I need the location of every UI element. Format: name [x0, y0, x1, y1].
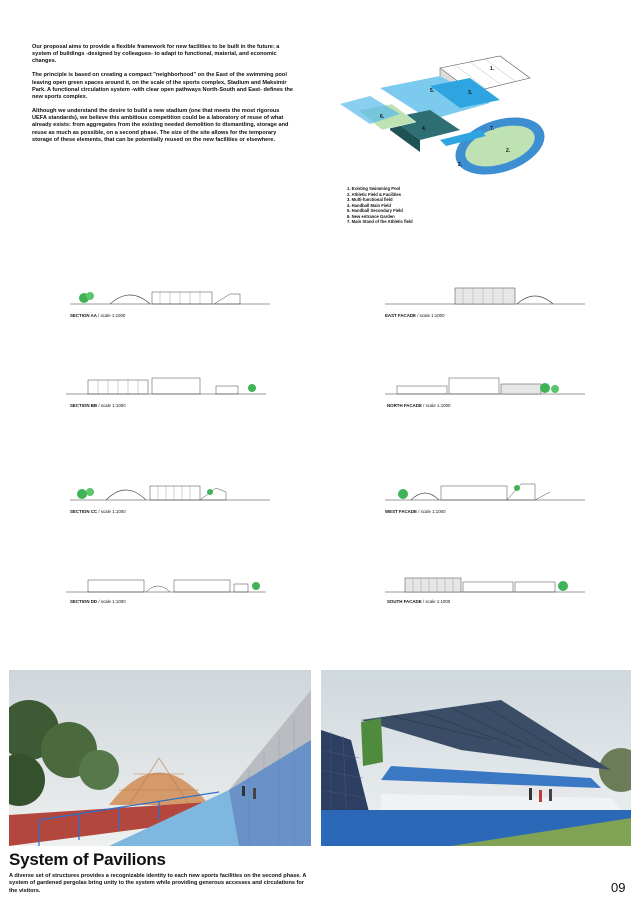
drawing-name: SECTION AA — [70, 313, 97, 318]
west-facade-caption — [385, 509, 446, 514]
legend-item: 1. Existing Swimming Pool — [347, 186, 401, 191]
render-walkway-image — [9, 670, 311, 846]
south-facade-caption — [387, 599, 450, 604]
legend-item: 5. Handball Secondary Field — [347, 208, 403, 214]
section-cc-drawing — [70, 478, 270, 504]
section-aa-drawing — [70, 282, 270, 308]
south-facade-drawing — [385, 572, 585, 596]
axo-label-2: 2. — [458, 162, 463, 168]
section-bb-caption — [70, 403, 126, 408]
drawing-name: SECTION CC — [70, 509, 98, 514]
drawing-name: SOUTH FACADE — [387, 599, 422, 604]
drawing-name: WEST FACADE — [385, 509, 417, 514]
drawing-name: SECTION DD — [70, 599, 98, 604]
axonometric-site-plan — [340, 48, 548, 180]
drawing-name: EAST FACADE — [385, 313, 416, 318]
axo-label-2b: 2. — [506, 148, 511, 154]
drawing-scale: / scale 1:1000 — [98, 599, 126, 604]
drawing-name: SECTION BB — [70, 403, 98, 408]
drawing-scale: / scale 1:1000 — [422, 599, 451, 604]
section-bb-drawing — [66, 374, 266, 398]
intro-paragraph-2: The principle is based on creating a compact "neighborhood" on the East of the swimming pool leaving open green spaces around it, on the scale of the sports complex, Stadium and Maksimir Park. A functional circulation system -with clear open pathways North-South and East- defines the new sports complex. — [32, 72, 293, 100]
site-legend — [347, 186, 413, 225]
section-dd-drawing — [66, 572, 266, 596]
drawing-scale: / scale 1:1000 — [98, 403, 126, 408]
east-facade-caption — [385, 313, 445, 318]
legend-item: 3. Multi-functional field — [347, 197, 393, 203]
axo-label-5: 5. — [430, 88, 435, 94]
legend-item: 6. New entrance Garden — [347, 213, 395, 219]
axo-label-6: 6. — [380, 114, 385, 120]
axo-label-1: 1. — [490, 66, 495, 72]
north-facade-drawing — [385, 374, 585, 398]
west-facade-drawing — [385, 478, 585, 504]
axo-label-3: 3. — [468, 90, 473, 96]
legend-item: 7. Main Stand of the Athletic field — [347, 219, 413, 225]
intro-paragraph-3: Although we understand the desire to build a new stadium (one that meets the most rigorous UEFA standards), we believe this ambitious competition could be a laboratory of reuse of what already exists: from aggregates from the existing needed demolition to dismantling, storage and reuse as much as possible, on a second phase. The size of the site allows for the temporary storage of these elements, that can be potentially reused on the new facilities or elsewhere. — [32, 108, 289, 143]
page-subtitle: A diverse set of structures provides a recognizable identity to each new sports facilities on the second phase. A system of gardened pergolas bring unity to the system while providing generous accesses and circulations for the visitors. — [9, 873, 307, 894]
drawing-name: NORTH FACADE — [387, 403, 422, 408]
section-dd-caption — [70, 599, 126, 604]
intro-text — [32, 44, 294, 151]
drawing-scale: / scale 1:1000 — [423, 403, 451, 408]
north-facade-caption — [387, 403, 450, 408]
drawing-scale: / scale 1:1000 — [417, 313, 445, 318]
drawing-scale: / scale 1:1000 — [98, 313, 126, 318]
legend-item: 4. Handball Main Field — [347, 202, 391, 208]
intro-paragraph-1: Our proposal aims to provide a flexible framework for new facilities to be built in the future: a system of buildings -designed by colleagues- to adapt to functional, material, and economic changes. — [32, 44, 280, 65]
page-number: 09 — [611, 880, 626, 895]
page-title: System of Pavilions — [9, 850, 166, 869]
legend-item: 2. Athletic Field & Facilities — [347, 191, 402, 197]
section-aa-caption — [70, 313, 125, 318]
drawing-scale: / scale 1:1000 — [98, 509, 126, 514]
drawing-scale: / scale 1:1000 — [418, 509, 446, 514]
axo-label-4: 4. — [422, 126, 427, 132]
east-facade-drawing — [385, 282, 585, 308]
section-cc-caption — [70, 509, 126, 514]
render-stadium-image — [321, 670, 631, 846]
axo-label-7: 7. — [490, 126, 495, 132]
